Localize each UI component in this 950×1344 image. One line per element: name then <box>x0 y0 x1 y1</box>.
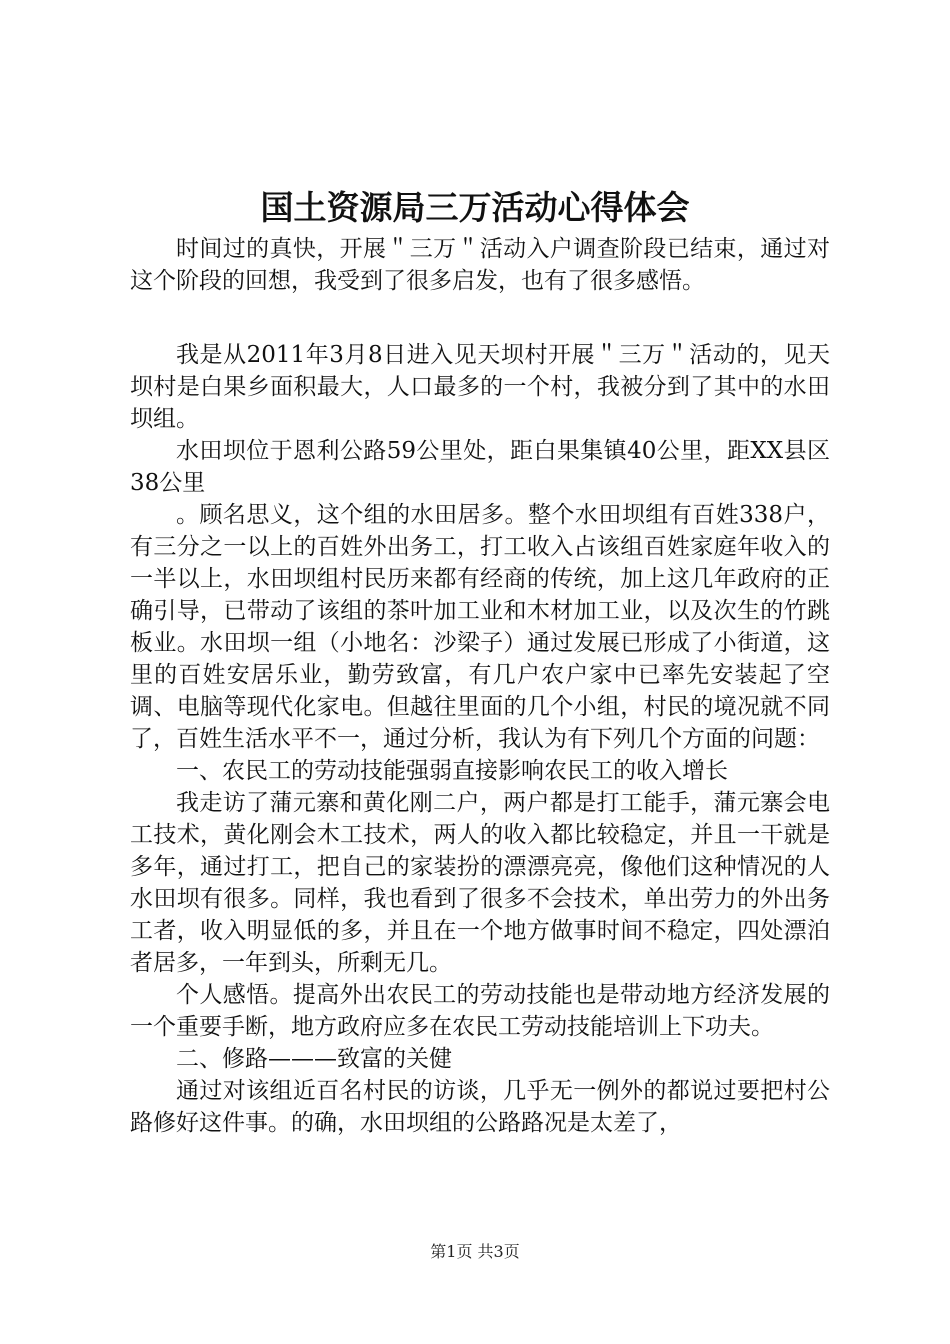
paragraph-roads: 通过对该组近百名村民的访谈，几乎无一例外的都说过要把村公路修好这件事。的确，水田坝组的公路路况是太差了， <box>130 1078 830 1136</box>
paragraph-location: 水田坝位于恩利公路59公里处，距白果集镇40公里，距XX县区38公里 <box>130 438 830 496</box>
document-body <box>130 233 830 1139</box>
paragraph-visits: 我走访了蒲元寨和黄化刚二户，两户都是打工能手，蒲元寨会电工技术，黄化刚会木工技术，两人的收入都比较稳定，并且一干就是多年，通过打工，把自己的家装扮的漂漂亮亮，像他们这种情况的人水田坝有很多。同样，我也看到了很多不会技术，单出劳力的外出务工者，收入明显低的多，并且在一个地方做事时间不稳定，四处漂泊者居多，一年到头，所剩无几。 <box>130 790 830 976</box>
document-title: 国土资源局三万活动心得体会 <box>260 188 690 227</box>
paragraph-intro: 时间过的真快，开展＂三万＂活动入户调查阶段已结束，通过对这个阶段的回想，我受到了很多启发，也有了很多感悟。 <box>130 236 830 294</box>
paragraph-arrival: 我是从2011年3月8日进入见天坝村开展＂三万＂活动的，见天坝村是白果乡面积最大，人口最多的一个村，我被分到了其中的水田坝组。 <box>130 342 830 432</box>
page-footer: 第1页 共3页 <box>430 1242 520 1261</box>
section-heading-1: 一、农民工的劳动技能强弱直接影响农民工的收入增长 <box>176 758 728 784</box>
paragraph-reflection: 个人感悟。提高外出农民工的劳动技能也是带动地方经济发展的一个重要手断，地方政府应多在农民工劳动技能培训上下功夫。 <box>130 982 830 1040</box>
paragraph-overview: 。顾名思义，这个组的水田居多。整个水田坝组有百姓338户，有三分之一以上的百姓外出务工，打工收入占该组百姓家庭年收入的一半以上，水田坝组村民历来都有经商的传统，加上这几年政府的正确引导，已带动了该组的茶叶加工业和木材加工业，以及次生的竹跳板业。水田坝一组（小地名：沙梁子）通过发展已形成了小街道，这里的百姓安居乐业，勤劳致富，有几户农户家中已率先安装起了空调、电脑等现代化家电。但越往里面的几个小组，村民的境况就不同了，百姓生活水平不一，通过分析，我认为有下列几个方面的问题： <box>130 502 830 752</box>
section-heading-2: 二、修路———致富的关健 <box>176 1046 452 1072</box>
